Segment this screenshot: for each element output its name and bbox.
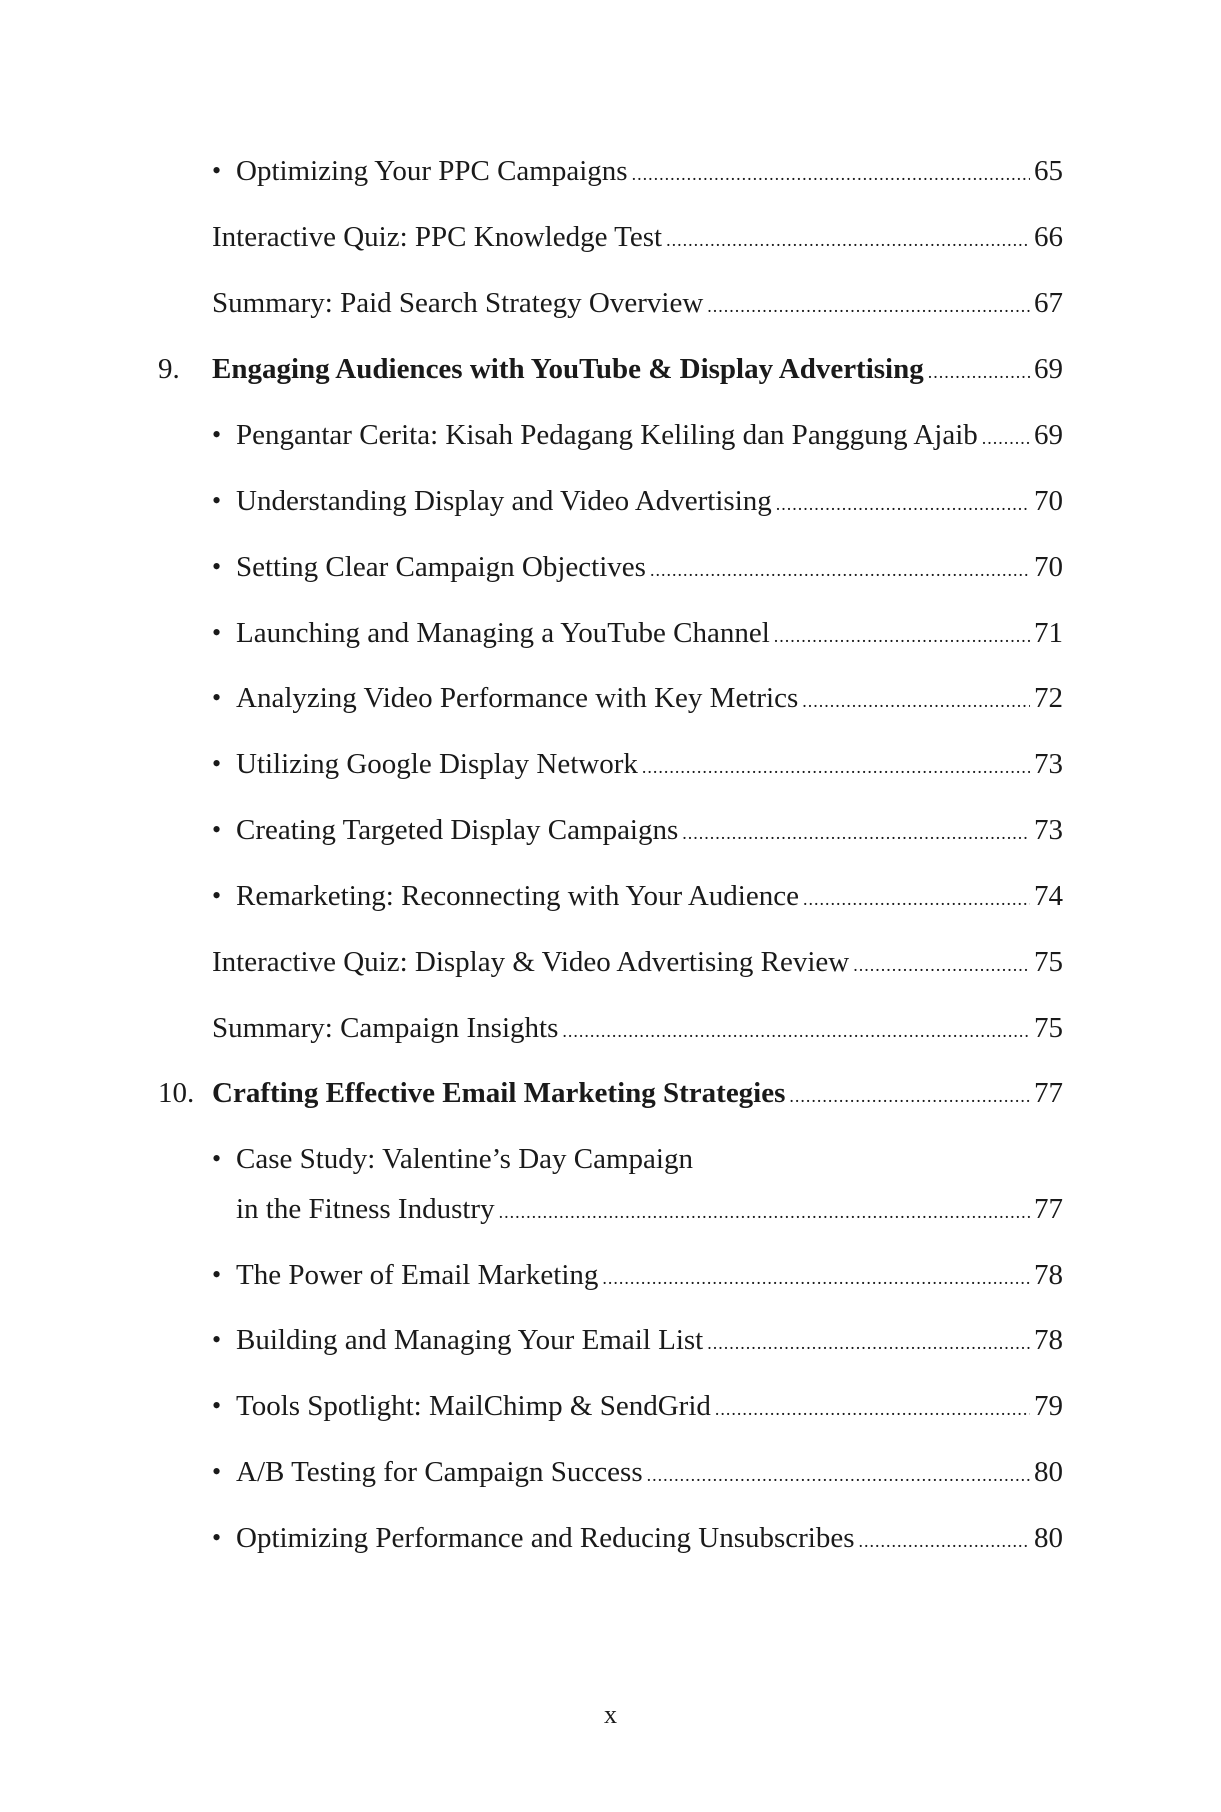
toc-entry-title: Creating Targeted Display Campaigns [236, 814, 679, 846]
toc-entry-title: Launching and Managing a YouTube Channel [236, 617, 770, 649]
dot-leader [682, 808, 1030, 858]
dot-leader [803, 874, 1030, 924]
toc-entry[interactable] [0, 1250, 1221, 1310]
dot-leader [602, 1253, 1030, 1303]
toc-entry-title: Pengantar Cerita: Kisah Pedagang Keliling dan Panggung Ajaib [236, 419, 978, 451]
toc-chapter-title: Engaging Audiences with YouTube & Display Advertising [212, 353, 924, 385]
toc-entry[interactable] [0, 805, 1221, 865]
toc-page-number: 77 [1034, 1077, 1063, 1109]
toc-entry-title: Understanding Display and Video Advertising [236, 485, 772, 517]
bullet-icon: • [212, 1325, 222, 1354]
bullet-icon: • [212, 156, 222, 185]
dot-leader [707, 1318, 1030, 1368]
toc-page-number: 69 [1034, 353, 1063, 385]
dot-leader [774, 611, 1030, 661]
toc-entry-title: Utilizing Google Display Network [236, 748, 638, 780]
toc-entry[interactable] [0, 871, 1221, 931]
page-number-footer: x [604, 1700, 617, 1729]
toc-page-number: 73 [1034, 748, 1063, 780]
toc-entry[interactable] [0, 937, 1221, 997]
bullet-icon: • [212, 881, 222, 910]
toc-entry[interactable] [0, 1315, 1221, 1375]
toc-page-number: 71 [1034, 617, 1063, 649]
dot-leader [859, 1516, 1030, 1566]
toc-entry-title: Optimizing Your PPC Campaigns [236, 155, 628, 187]
toc-page-number: 77 [1034, 1193, 1063, 1225]
chapter-number: 10. [158, 1077, 195, 1109]
toc-entry-title: Summary: Paid Search Strategy Overview [212, 287, 704, 319]
dot-leader [650, 545, 1030, 595]
toc-entry[interactable] [0, 1513, 1221, 1573]
dot-leader [647, 1450, 1030, 1500]
dot-leader [853, 940, 1030, 990]
bullet-icon: • [212, 1391, 222, 1420]
toc-page-number: 72 [1034, 682, 1063, 714]
toc-entry[interactable] [0, 1447, 1221, 1507]
toc-page-number: 79 [1034, 1390, 1063, 1422]
toc-entry-title: Building and Managing Your Email List [236, 1324, 704, 1356]
bullet-icon: • [212, 1523, 222, 1552]
chapter-number: 9. [158, 353, 180, 385]
toc-page-number: 78 [1034, 1324, 1063, 1356]
toc-page-number: 66 [1034, 221, 1063, 253]
toc-page-number: 69 [1034, 419, 1063, 451]
bullet-icon: • [212, 552, 222, 581]
bullet-icon: • [212, 618, 222, 647]
toc-page-number: 80 [1034, 1522, 1063, 1554]
toc-entry[interactable] [0, 673, 1221, 733]
toc-page-number: 80 [1034, 1456, 1063, 1488]
bullet-icon: • [212, 486, 222, 515]
toc-entry-title-continued: in the Fitness Industry [236, 1193, 495, 1225]
dot-leader [802, 676, 1030, 726]
dot-leader [776, 479, 1030, 529]
toc-entry[interactable] [0, 739, 1221, 799]
dot-leader [642, 742, 1030, 792]
toc-entry[interactable] [0, 476, 1221, 536]
toc-entry-title: Interactive Quiz: Display & Video Advertising Review [212, 946, 850, 978]
toc-entry[interactable] [0, 1134, 1221, 1244]
dot-leader [632, 149, 1030, 199]
bullet-icon: • [212, 749, 222, 778]
dot-leader [666, 215, 1030, 265]
bullet-icon: • [212, 683, 222, 712]
bullet-icon: • [212, 1260, 222, 1289]
toc-entry-title: Tools Spotlight: MailChimp & SendGrid [236, 1390, 711, 1422]
toc-page-number: 75 [1034, 1012, 1063, 1044]
dot-leader [715, 1384, 1030, 1434]
toc-entry-title: Interactive Quiz: PPC Knowledge Test [212, 221, 663, 253]
bullet-icon: • [212, 1457, 222, 1486]
toc-page-number: 65 [1034, 155, 1063, 187]
toc-page-number: 70 [1034, 551, 1063, 583]
toc-entry[interactable] [0, 212, 1221, 272]
toc-entry[interactable] [0, 146, 1221, 206]
toc-entry-title: Case Study: Valentine’s Day Campaign [236, 1143, 693, 1175]
toc-entry[interactable] [0, 608, 1221, 668]
toc-entry[interactable] [0, 1381, 1221, 1441]
toc-entry-title: Summary: Campaign Insights [212, 1012, 559, 1044]
toc-chapter-title: Crafting Effective Email Marketing Strategies [212, 1077, 786, 1109]
toc-entry-title: Analyzing Video Performance with Key Metrics [236, 682, 799, 714]
toc-page-number: 73 [1034, 814, 1063, 846]
toc-entry-title: Remarketing: Reconnecting with Your Audience [236, 880, 799, 912]
toc-page-number: 78 [1034, 1259, 1063, 1291]
dot-leader [499, 1187, 1030, 1237]
toc-entry-title: A/B Testing for Campaign Success [236, 1456, 643, 1488]
toc-chapter-entry[interactable] [0, 344, 1221, 404]
dot-leader [789, 1071, 1030, 1121]
dot-leader [982, 413, 1030, 463]
dot-leader [928, 347, 1030, 397]
bullet-icon: • [212, 420, 222, 449]
toc-entry-title: The Power of Email Marketing [236, 1259, 599, 1291]
bullet-icon: • [212, 815, 222, 844]
dot-leader [562, 1006, 1030, 1056]
toc-entry[interactable] [0, 410, 1221, 470]
toc-entry[interactable] [0, 278, 1221, 338]
toc-page-number: 74 [1034, 880, 1063, 912]
toc-page-number: 75 [1034, 946, 1063, 978]
toc-entry-title: Setting Clear Campaign Objectives [236, 551, 646, 583]
dot-leader [707, 281, 1030, 331]
toc-page-number: 67 [1034, 287, 1063, 319]
toc-chapter-entry[interactable] [0, 1068, 1221, 1128]
toc-entry-title: Optimizing Performance and Reducing Unsubscribes [236, 1522, 855, 1554]
toc-entry[interactable] [0, 1003, 1221, 1063]
toc-page-number: 70 [1034, 485, 1063, 517]
toc-entry[interactable] [0, 542, 1221, 602]
bullet-icon: • [212, 1144, 222, 1173]
